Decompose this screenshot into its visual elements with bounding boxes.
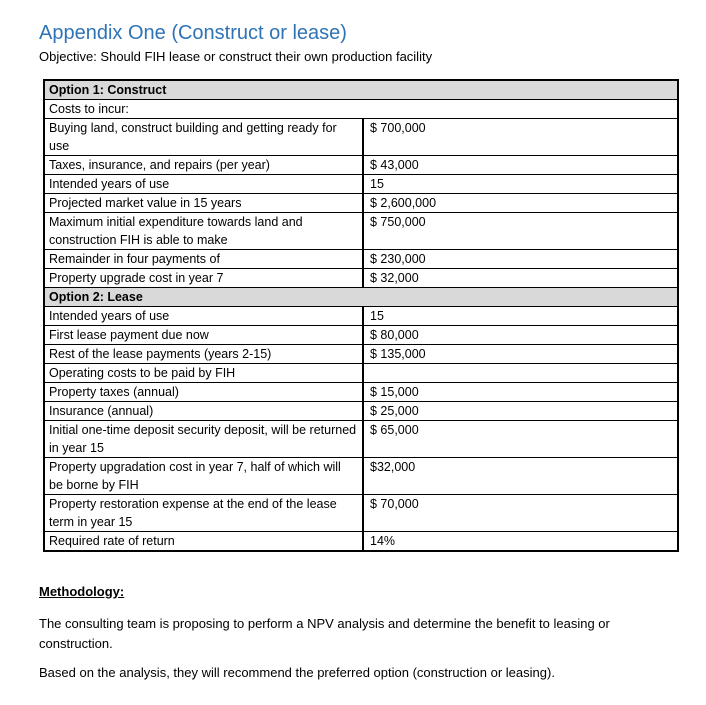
row-label: Intended years of use: [44, 307, 363, 326]
row-value: $ 43,000: [363, 156, 678, 175]
row-value: $ 65,000: [363, 421, 678, 458]
row-label: Taxes, insurance, and repairs (per year): [44, 156, 363, 175]
page-title: Appendix One (Construct or lease): [39, 22, 347, 44]
table-row: [44, 345, 678, 364]
row-label: Initial one-time deposit security deposit, will be returned in year 15: [44, 421, 363, 458]
option1-heading-row: [44, 80, 678, 100]
objective-text: Objective: Should FIH lease or construct their own production facility: [39, 49, 433, 64]
row-label: Property upgrade cost in year 7: [44, 269, 363, 288]
table-row: [44, 495, 678, 532]
row-label: Intended years of use: [44, 175, 363, 194]
row-label: Property taxes (annual): [44, 383, 363, 402]
table-row: [44, 156, 678, 175]
row-value: $ 80,000: [363, 326, 678, 345]
row-value: $ 15,000: [363, 383, 678, 402]
costs-to-incur-label: Costs to incur:: [44, 100, 678, 119]
option2-heading-row: [44, 288, 678, 307]
row-label: Required rate of return: [44, 532, 363, 552]
row-value: $ 2,600,000: [363, 194, 678, 213]
table-row: [44, 307, 678, 326]
table-row: [44, 100, 678, 119]
row-label: Buying land, construct building and getting ready for use: [44, 119, 363, 156]
table-row: [44, 364, 678, 383]
row-value: 15: [363, 307, 678, 326]
row-label: Property restoration expense at the end of the lease term in year 15: [44, 495, 363, 532]
row-value: $ 750,000: [363, 213, 678, 250]
row-value: $ 135,000: [363, 345, 678, 364]
table-row: [44, 383, 678, 402]
table-row: [44, 326, 678, 345]
row-label: Insurance (annual): [44, 402, 363, 421]
option1-heading: Option 1: Construct: [44, 80, 678, 100]
row-value: 14%: [363, 532, 678, 552]
table-row: [44, 119, 678, 156]
row-value: $ 70,000: [363, 495, 678, 532]
row-label: Rest of the lease payments (years 2-15): [44, 345, 363, 364]
table-row: [44, 458, 678, 495]
row-label: Remainder in four payments of: [44, 250, 363, 269]
row-value: $ 230,000: [363, 250, 678, 269]
empty-cell: [363, 364, 678, 383]
option2-heading: Option 2: Lease: [44, 288, 678, 307]
appendix-table: [43, 79, 679, 552]
table-row: [44, 269, 678, 288]
table-row: [44, 421, 678, 458]
row-label: Projected market value in 15 years: [44, 194, 363, 213]
operating-costs-label: Operating costs to be paid by FIH: [44, 364, 363, 383]
table-row: [44, 194, 678, 213]
row-value: $ 32,000: [363, 269, 678, 288]
table-row: [44, 250, 678, 269]
table-row: [44, 175, 678, 194]
row-label: First lease payment due now: [44, 326, 363, 345]
methodology-paragraph: The consulting team is proposing to perform a NPV analysis and determine the benefit to leasing or construction.: [39, 616, 610, 651]
table-row: [44, 402, 678, 421]
row-value: $32,000: [363, 458, 678, 495]
row-value: $ 25,000: [363, 402, 678, 421]
methodology-heading: Methodology:: [39, 584, 125, 599]
row-label: Maximum initial expenditure towards land and construction FIH is able to make: [44, 213, 363, 250]
row-value: 15: [363, 175, 678, 194]
table-row: [44, 213, 678, 250]
methodology-paragraph: Based on the analysis, they will recommend the preferred option (construction or leasing).: [39, 665, 555, 680]
row-value: $ 700,000: [363, 119, 678, 156]
table-row: [44, 532, 678, 552]
row-label: Property upgradation cost in year 7, half of which will be borne by FIH: [44, 458, 363, 495]
